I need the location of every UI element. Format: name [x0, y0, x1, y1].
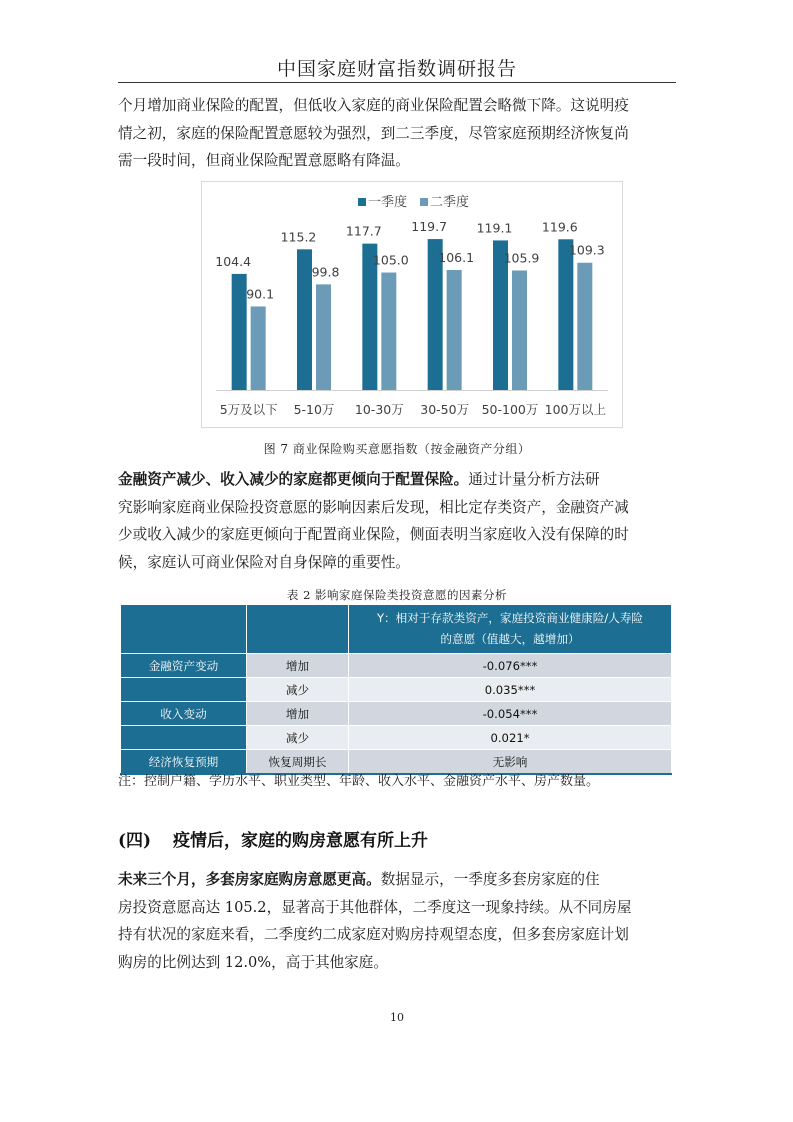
level-cell: 减少 — [247, 726, 349, 750]
bold-lead: 未来三个月，多套房家庭购房意愿更高。 — [118, 871, 381, 888]
paragraph-line: 究影响家庭商业保险投资意愿的影响因素后发现，相比定存类资产，金融资产减 — [118, 498, 629, 516]
category-label: 50-100万 — [481, 402, 539, 417]
data-label: 105.9 — [503, 250, 540, 266]
value-cell: 0.035*** — [349, 678, 672, 702]
category-label: 30-50万 — [420, 402, 470, 417]
category-label: 100万以上 — [544, 402, 607, 417]
lead-rest: 数据显示，一季度多套房家庭的住 — [380, 871, 600, 888]
running-header: 中国家庭财富指数调研报告 — [276, 58, 517, 80]
legend-swatch — [420, 198, 428, 206]
value-cell: -0.054*** — [349, 702, 672, 726]
level-cell: 恢复周期长 — [247, 750, 349, 775]
factor-cell: 收入变动 — [121, 702, 247, 726]
data-label: 106.1 — [438, 250, 475, 266]
value-cell: 无影响 — [349, 750, 672, 775]
paragraph-line: 个月增加商业保险的配置，但低收入家庭的商业保险配置会略微下降。这说明疫 — [118, 97, 629, 114]
data-label: 119.6 — [541, 219, 578, 235]
bar-q1 — [297, 249, 312, 390]
insurance-willingness-chart — [201, 181, 623, 428]
data-label: 109.3 — [568, 242, 605, 258]
section-heading — [118, 826, 676, 851]
table-note: 注：控制户籍、学历水平、职业类型、年龄、收入水平、金融资产水平、房产数量。 — [118, 774, 600, 789]
section-title: 疫情后，家庭的购房意愿有所上升 — [173, 831, 428, 851]
paragraph-housing — [118, 866, 676, 976]
header-cell-dependent — [349, 605, 672, 654]
legend-swatch — [358, 198, 366, 206]
header-cell-factor — [121, 605, 247, 654]
data-label: 90.1 — [246, 286, 275, 302]
paragraph-line: 购房的比例达到 12.0%，高于其他家庭。 — [118, 953, 388, 971]
value-cell: -0.076*** — [349, 654, 672, 678]
table-header-row — [121, 605, 672, 654]
bar-q1 — [558, 239, 573, 390]
data-label: 115.2 — [280, 229, 317, 245]
data-label: 117.7 — [345, 223, 382, 239]
category-label: 5万及以下 — [219, 402, 278, 417]
category-label: 5-10万 — [293, 402, 335, 417]
bold-lead: 金融资产减少、收入减少的家庭都更倾向于配置保险。 — [118, 471, 469, 488]
lead-rest: 通过计量分析方法研 — [468, 471, 600, 488]
bar-q2 — [381, 273, 396, 390]
level-cell: 增加 — [247, 654, 349, 678]
page-number: 10 — [390, 1011, 404, 1024]
paragraph-line: 情之初，家庭的保险配置意愿较为强烈，到二三季度，尽管家庭预期经济恢复尚 — [118, 124, 629, 142]
bar-q2 — [577, 263, 592, 390]
bar-q2 — [316, 284, 331, 390]
header-text-line: 的意愿（值越大，越增加） — [440, 632, 580, 646]
header-text-line: Y：相对于存款类资产，家庭投资商业健康险/人寿险 — [376, 611, 644, 625]
table-row — [121, 654, 672, 678]
data-label: 119.1 — [476, 220, 513, 236]
level-cell: 增加 — [247, 702, 349, 726]
bar-q2 — [251, 306, 266, 390]
factor-cell: 金融资产变动 — [121, 654, 247, 678]
level-cell: 减少 — [247, 678, 349, 702]
header-rule — [118, 82, 676, 83]
data-label: 105.0 — [372, 252, 409, 268]
paragraph-line: 持有状况的家庭来看，二季度约二成家庭对购房持观望态度，但多套房家庭计划 — [118, 926, 629, 943]
factor-cell — [121, 678, 247, 702]
paragraph-line: 候，家庭认可商业保险对自身保障的重要性。 — [118, 553, 410, 571]
paragraph-insurance-intro — [118, 92, 676, 175]
table-row — [121, 702, 672, 726]
paragraph-line — [118, 866, 676, 894]
factor-cell — [121, 726, 247, 750]
data-label: 99.8 — [311, 264, 340, 280]
data-label: 104.4 — [215, 253, 252, 269]
legend-label: 二季度 — [430, 195, 470, 210]
bar-q1 — [232, 274, 247, 390]
header-cell-level — [247, 605, 349, 654]
paragraph-asset-decline — [118, 466, 676, 576]
category-label: 10-30万 — [354, 402, 404, 417]
table-caption: 表 2 影响家庭保险类投资意愿的因素分析 — [286, 588, 508, 602]
section-number: (四) — [118, 831, 152, 851]
chart-canvas — [202, 182, 622, 427]
value-cell: 0.021* — [349, 726, 672, 750]
paragraph-line: 房投资意愿高达 105.2，显著高于其他群体，二季度这一现象持续。从不同房屋 — [118, 898, 632, 916]
paragraph-line — [118, 466, 676, 494]
data-label: 119.7 — [411, 219, 448, 235]
legend-label: 一季度 — [368, 195, 408, 210]
bar-q2 — [447, 270, 462, 390]
regression-table — [120, 604, 672, 775]
figure-caption: 图 7 商业保险购买意愿指数（按金融资产分组） — [263, 442, 531, 456]
bar-q2 — [512, 270, 527, 390]
paragraph-line: 少或收入减少的家庭更倾向于配置商业保险，侧面表明当家庭收入没有保障的时 — [118, 526, 629, 543]
table-row — [121, 678, 672, 702]
table-row — [121, 726, 672, 750]
factor-cell: 经济恢复预期 — [121, 750, 247, 775]
paragraph-line: 需一段时间，但商业保险配置意愿略有降温。 — [118, 152, 410, 169]
